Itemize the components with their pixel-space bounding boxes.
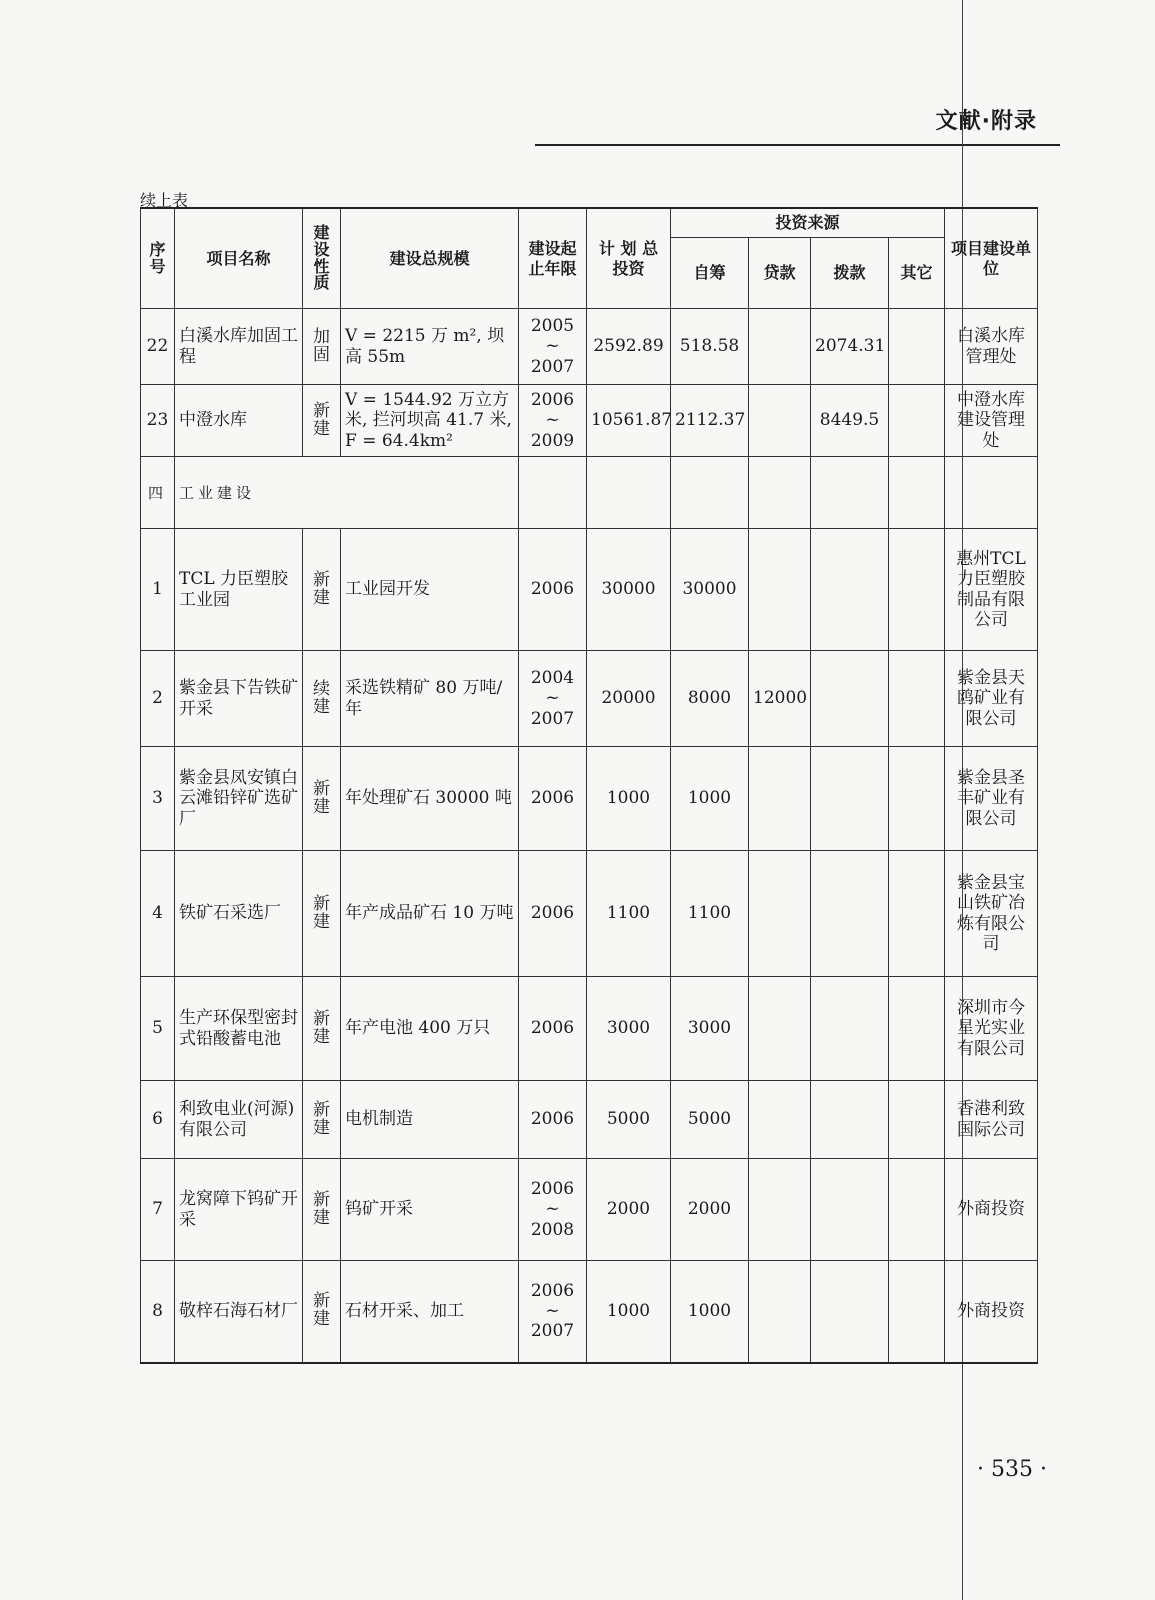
cell-name: 中澄水库 (175, 385, 303, 457)
cell-other (889, 1261, 945, 1363)
cell-loan (749, 747, 811, 851)
header-unit: 项目建设单位 (945, 208, 1038, 309)
cell-self: 1100 (671, 851, 749, 977)
cell-self: 1000 (671, 1261, 749, 1363)
cell-other (889, 309, 945, 385)
cell-total: 1000 (587, 1261, 671, 1363)
cell-seq: 5 (141, 977, 175, 1081)
cell-nature: 新建 (303, 1159, 341, 1261)
cell-seq: 8 (141, 1261, 175, 1363)
cell-other (889, 747, 945, 851)
cell-scale: 年处理矿石 30000 吨 (341, 747, 519, 851)
cell-period: 2005 ~ 2007 (519, 309, 587, 385)
projects-table (140, 207, 1038, 1364)
cell-name: 铁矿石采选厂 (175, 851, 303, 977)
cell-loan (749, 851, 811, 977)
cell-period: 2006 (519, 851, 587, 977)
table-row (141, 385, 1038, 457)
cell-grant: 2074.31 (811, 309, 889, 385)
cell-loan (749, 529, 811, 651)
cell-other (889, 1081, 945, 1159)
cell-total: 3000 (587, 977, 671, 1081)
cell-loan (749, 309, 811, 385)
cell-self: 5000 (671, 1081, 749, 1159)
cell-period: 2006 (519, 529, 587, 651)
cell-seq: 7 (141, 1159, 175, 1261)
cell-nature: 新建 (303, 1081, 341, 1159)
cell-grant (811, 977, 889, 1081)
cell-self: 30000 (671, 529, 749, 651)
cell-other (889, 977, 945, 1081)
cell-unit: 深圳市今星光实业有限公司 (945, 977, 1038, 1081)
cell-seq: 6 (141, 1081, 175, 1159)
cell-seq: 3 (141, 747, 175, 851)
header-nature: 建设性质 (303, 208, 341, 309)
continued-label: 续上表 (140, 191, 189, 210)
cell-unit: 惠州TCL力臣塑胶制品有限公司 (945, 529, 1038, 651)
cell-total: 10561.87 (587, 385, 671, 457)
cell-other (889, 1159, 945, 1261)
cell-nature: 加固 (303, 309, 341, 385)
cell-period: 2006 ~ 2008 (519, 1159, 587, 1261)
cell-total: 2592.89 (587, 309, 671, 385)
cell-name: TCL 力臣塑胶工业园 (175, 529, 303, 651)
cell-loan (749, 1081, 811, 1159)
cell-name: 敬梓石海石材厂 (175, 1261, 303, 1363)
header-period: 建设起止年限 (519, 208, 587, 309)
header-source-group: 投资来源 (671, 208, 945, 238)
cell-unit: 香港利致国际公司 (945, 1081, 1038, 1159)
cell-self: 3000 (671, 977, 749, 1081)
cell-loan (749, 385, 811, 457)
cell-loan: 12000 (749, 651, 811, 747)
cell-period: 2006 (519, 747, 587, 851)
cell-other (889, 529, 945, 651)
table-row (141, 1081, 1038, 1159)
table-row (141, 851, 1038, 977)
cell-other (889, 851, 945, 977)
cell-grant (811, 851, 889, 977)
section-empty-cell (811, 457, 889, 529)
header-total: 计 划 总投资 (587, 208, 671, 309)
table-row (141, 651, 1038, 747)
table-header-row (141, 208, 1038, 238)
cell-seq: 2 (141, 651, 175, 747)
cell-self: 8000 (671, 651, 749, 747)
cell-loan (749, 1261, 811, 1363)
cell-self: 1000 (671, 747, 749, 851)
cell-grant (811, 1261, 889, 1363)
cell-total: 30000 (587, 529, 671, 651)
cell-nature: 续建 (303, 651, 341, 747)
cell-nature: 新建 (303, 1261, 341, 1363)
cell-total: 20000 (587, 651, 671, 747)
cell-grant (811, 651, 889, 747)
header-self: 自筹 (671, 238, 749, 309)
cell-scale: 年产电池 400 万只 (341, 977, 519, 1081)
cell-period: 2006 ~ 2007 (519, 1261, 587, 1363)
cell-name: 白溪水库加固工程 (175, 309, 303, 385)
cell-scale: 采选铁精矿 80 万吨/年 (341, 651, 519, 747)
cell-seq: 1 (141, 529, 175, 651)
cell-scale: V = 1544.92 万立方米, 拦河坝高 41.7 米, F = 64.4km² (341, 385, 519, 457)
header-scale: 建设总规模 (341, 208, 519, 309)
cell-grant (811, 1159, 889, 1261)
header-loan: 贷款 (749, 238, 811, 309)
table-row (141, 1261, 1038, 1363)
cell-self: 518.58 (671, 309, 749, 385)
cell-seq: 22 (141, 309, 175, 385)
cell-scale: 石材开采、加工 (341, 1261, 519, 1363)
cell-unit: 外商投资 (945, 1261, 1038, 1363)
table-row (141, 977, 1038, 1081)
cell-total: 2000 (587, 1159, 671, 1261)
cell-scale: 工业园开发 (341, 529, 519, 651)
cell-grant (811, 1081, 889, 1159)
cell-nature: 新建 (303, 851, 341, 977)
cell-loan (749, 1159, 811, 1261)
cell-name: 龙窝障下钨矿开采 (175, 1159, 303, 1261)
cell-other (889, 651, 945, 747)
cell-nature: 新建 (303, 529, 341, 651)
section-empty-cell (519, 457, 587, 529)
table-row (141, 309, 1038, 385)
cell-total: 1000 (587, 747, 671, 851)
cell-nature: 新建 (303, 747, 341, 851)
cell-unit: 外商投资 (945, 1159, 1038, 1261)
cell-other (889, 385, 945, 457)
cell-grant (811, 747, 889, 851)
cell-seq: 23 (141, 385, 175, 457)
page-number: · 535 · (977, 1457, 1047, 1482)
table-row (141, 529, 1038, 651)
cell-name: 紫金县凤安镇白云滩铅锌矿选矿厂 (175, 747, 303, 851)
cell-name: 紫金县下告铁矿开采 (175, 651, 303, 747)
cell-scale: V = 2215 万 m², 坝高 55m (341, 309, 519, 385)
cell-scale: 年产成品矿石 10 万吨 (341, 851, 519, 977)
table-row (141, 1159, 1038, 1261)
header-seq: 序号 (141, 208, 175, 309)
cell-name: 利致电业(河源)有限公司 (175, 1081, 303, 1159)
cell-total: 1100 (587, 851, 671, 977)
cell-self: 2112.37 (671, 385, 749, 457)
cell-name: 生产环保型密封式铅酸蓄电池 (175, 977, 303, 1081)
cell-period: 2006 (519, 977, 587, 1081)
cell-scale: 钨矿开采 (341, 1159, 519, 1261)
cell-unit: 中澄水库建设管理处 (945, 385, 1038, 457)
cell-nature: 新建 (303, 977, 341, 1081)
header-other: 其它 (889, 238, 945, 309)
table-row (141, 747, 1038, 851)
section-empty-cell (889, 457, 945, 529)
cell-nature: 新建 (303, 385, 341, 457)
section-row (141, 457, 1038, 529)
section-seq: 四 (141, 457, 175, 529)
cell-period: 2004 ~ 2007 (519, 651, 587, 747)
header-rule (535, 144, 1060, 146)
cell-grant: 8449.5 (811, 385, 889, 457)
header-name: 项目名称 (175, 208, 303, 309)
cell-seq: 4 (141, 851, 175, 977)
section-empty-cell (945, 457, 1038, 529)
cell-loan (749, 977, 811, 1081)
cell-period: 2006 (519, 1081, 587, 1159)
cell-unit: 紫金县天鸥矿业有限公司 (945, 651, 1038, 747)
cell-unit: 紫金县圣丰矿业有限公司 (945, 747, 1038, 851)
cell-unit: 紫金县宝山铁矿冶炼有限公司 (945, 851, 1038, 977)
cell-self: 2000 (671, 1159, 749, 1261)
cell-unit: 白溪水库管理处 (945, 309, 1038, 385)
section-empty-cell (671, 457, 749, 529)
cell-scale: 电机制造 (341, 1081, 519, 1159)
section-empty-cell (749, 457, 811, 529)
section-empty-cell (587, 457, 671, 529)
cell-period: 2006 ~ 2009 (519, 385, 587, 457)
cell-grant (811, 529, 889, 651)
header-grant: 拨款 (811, 238, 889, 309)
cell-total: 5000 (587, 1081, 671, 1159)
header-title: 文献·附录 (935, 109, 1037, 134)
section-title: 工业建设 (175, 457, 519, 529)
